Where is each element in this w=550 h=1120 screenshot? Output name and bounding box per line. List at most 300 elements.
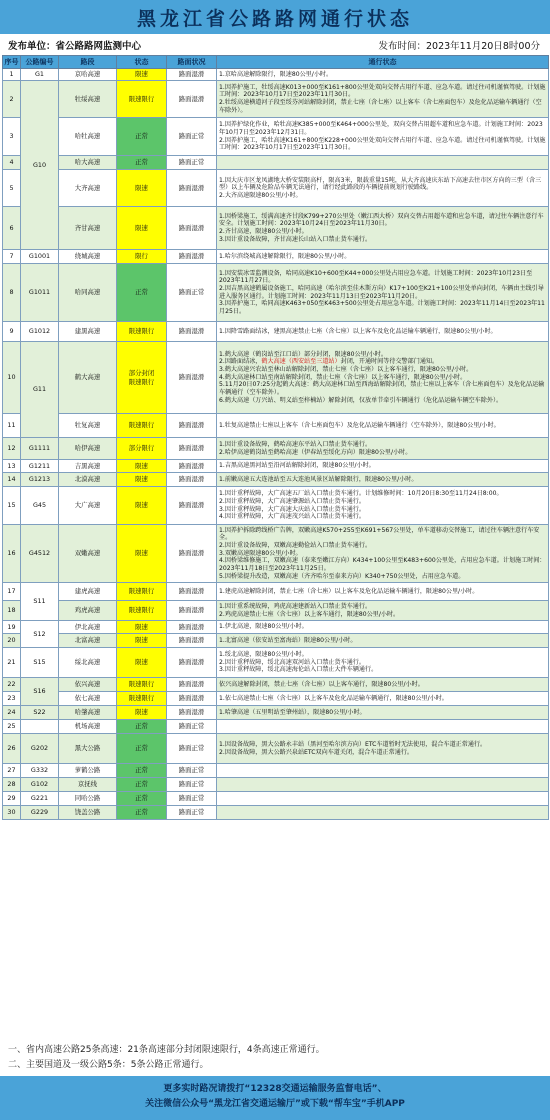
cell-code: G1213 bbox=[21, 473, 59, 487]
cell-code bbox=[21, 720, 59, 734]
info-line: 2.因养护施工，哈牡高速K161+800至K228+000公里处双向交替占用行车道、应急车道。请过往司机谨慎驾驶。计划施工时间：2023年10月17日至2023年11月30日。 bbox=[219, 136, 546, 152]
cell-surface: 路面湿滑 bbox=[167, 621, 217, 634]
header-segment: 路段 bbox=[59, 56, 117, 69]
cell-traffic-info bbox=[217, 156, 549, 170]
cell-status bbox=[117, 264, 167, 322]
cell-surface: 路面湿滑 bbox=[167, 648, 217, 678]
cell-surface: 路面湿滑 bbox=[167, 634, 217, 648]
status-line: 限速 bbox=[135, 549, 148, 558]
status-line: 限速 bbox=[135, 501, 148, 510]
status-line: 限速限行 bbox=[128, 377, 155, 386]
cell-code: S11 bbox=[21, 583, 59, 621]
table-row bbox=[3, 414, 549, 438]
cell-traffic-info bbox=[217, 720, 549, 734]
cell-surface: 路面正常 bbox=[167, 264, 217, 322]
info-line: 1.因养护绿化作业，哈牡高速K385+000至K464+000公里处，双向交替占用超车道和应急车道。计划施工时间：2023年10月7日至2023年12月31日。 bbox=[219, 121, 543, 136]
cell-code: G45 bbox=[21, 487, 59, 525]
cell-status bbox=[117, 342, 167, 414]
info-line: 1.因大庆市区龙凤湖地大桥安装限高杆，限高3米，限载重量15吨，从大齐高速庆东站下高速去往市区方向的三型（含三型）以上车辆及危险品车辆无法通行，请行经此路段的车辆提前规划行驶路线。 bbox=[219, 176, 542, 192]
cell-traffic-info bbox=[217, 81, 549, 118]
info-line: 1.哈肇高速（五里明站至肇州站），限速80公里/小时。 bbox=[219, 708, 366, 716]
cell-surface: 路面湿滑 bbox=[167, 692, 217, 706]
cell-status bbox=[117, 583, 167, 601]
cell-segment: 鹤大高速 bbox=[59, 342, 117, 414]
cell-no: 20 bbox=[3, 634, 21, 648]
cell-code: G1111 bbox=[21, 438, 59, 460]
table-row bbox=[3, 156, 549, 170]
cell-surface: 路面正常 bbox=[167, 734, 217, 764]
info-line: 1.因养护施工，牡绥高速K013+000至K161+800公里处双向交替占用行车道、应急车道。请过往司机谨慎驾驶。计划施工时间：2023年10月17日至2023年11月30日。 bbox=[219, 83, 546, 99]
cell-status bbox=[117, 170, 167, 207]
cell-segment: 京哈高速 bbox=[59, 69, 117, 81]
cell-status bbox=[117, 734, 167, 764]
cell-status bbox=[117, 414, 167, 438]
cell-segment: 依七高速 bbox=[59, 692, 117, 706]
cell-traffic-info bbox=[217, 692, 549, 706]
status-line: 限速限行 bbox=[128, 327, 155, 336]
info-line: 2.鸡虎高速禁止七座（含七座）以上客车通行，限速80公里/小时。 bbox=[219, 610, 400, 618]
cell-traffic-info bbox=[217, 414, 549, 438]
cell-segment: 绕城高速 bbox=[59, 250, 117, 264]
cell-no: 10 bbox=[3, 342, 21, 414]
cell-no: 8 bbox=[3, 264, 21, 322]
info-line: 5.11月20日07:25分起鹤大高速：鹤大高速林口站至西海站解除封闭，禁止七座以上客车（含七座面包车）及危化品运输车辆通行（空车除外）。 bbox=[219, 381, 545, 396]
cell-no: 3 bbox=[3, 118, 21, 156]
header-status: 状态 bbox=[117, 56, 167, 69]
cell-no: 23 bbox=[3, 692, 21, 706]
cell-status bbox=[117, 438, 167, 460]
publisher: 发布单位：省公路路网监测中心 bbox=[8, 41, 142, 52]
table-row bbox=[3, 764, 549, 778]
cell-traffic-info bbox=[217, 525, 549, 583]
summary-line: 二、主要国道及一级公路5条：5条公路正常通行。 bbox=[8, 1060, 209, 1070]
cell-segment: 牡绥高速 bbox=[59, 81, 117, 118]
footer-line: 关注微信公众号“黑龙江省交通运输厅”或下载“帮车宝”手机APP bbox=[145, 1099, 405, 1109]
cell-code: G10 bbox=[21, 81, 59, 250]
cell-no: 28 bbox=[3, 778, 21, 792]
status-line: 限速 bbox=[135, 708, 148, 717]
cell-traffic-info bbox=[217, 264, 549, 322]
table-row bbox=[3, 601, 549, 621]
cell-no: 22 bbox=[3, 678, 21, 692]
cell-traffic-info bbox=[217, 250, 549, 264]
status-line: 限速限行 bbox=[128, 680, 155, 689]
cell-surface: 路面湿滑 bbox=[167, 250, 217, 264]
cell-surface: 路面湿滑 bbox=[167, 170, 217, 207]
table-row bbox=[3, 322, 549, 342]
header-traffic: 通行状态 bbox=[217, 56, 549, 69]
table-row bbox=[3, 487, 549, 525]
status-line: 正常 bbox=[135, 744, 148, 753]
status-line: 限速限行 bbox=[128, 694, 155, 703]
info-line: 3.因计重设备故障，齐甘高速长山站入口禁止货车通行。 bbox=[219, 235, 372, 243]
cell-traffic-info bbox=[217, 778, 549, 792]
table-row bbox=[3, 460, 549, 473]
cell-no: 12 bbox=[3, 438, 21, 460]
table-row bbox=[3, 648, 549, 678]
cell-surface: 路面湿滑 bbox=[167, 706, 217, 720]
info-line: 2.因计重秤故障，大广高速肇源站入口禁止货车通行。 bbox=[219, 497, 365, 505]
cell-surface: 路面正常 bbox=[167, 118, 217, 156]
cell-segment: 建虎高速 bbox=[59, 583, 117, 601]
status-line: 限速 bbox=[135, 636, 148, 645]
header-code: 公路编号 bbox=[21, 56, 59, 69]
info-line: 5.因桥梁提升改造，双嫩高速（齐齐哈尔至泰来方向）K340+750公里处，占用应急车道。 bbox=[219, 572, 465, 580]
cell-traffic-info bbox=[217, 621, 549, 634]
info-line: 1.因计重秤故障，大广高速五厂站入口禁止货车通行。计划维修时间：10月20日8:30至11月24日8:00。 bbox=[219, 490, 503, 498]
info-line: 3.因计重秤故障，绥北高速海伦站入口禁止大件车辆通行。 bbox=[219, 666, 378, 674]
cell-no: 25 bbox=[3, 720, 21, 734]
info-line: 1.前嫩高速五大连池站至五大连池风景区站解除限行，限速80公里/小时。 bbox=[219, 475, 418, 483]
cell-traffic-info bbox=[217, 207, 549, 250]
cell-surface: 路面正常 bbox=[167, 764, 217, 778]
cell-surface: 路面湿滑 bbox=[167, 583, 217, 601]
cell-surface: 路面湿滑 bbox=[167, 473, 217, 487]
cell-code: G332 bbox=[21, 764, 59, 778]
cell-segment: 大广高速 bbox=[59, 487, 117, 525]
table-row bbox=[3, 250, 549, 264]
cell-no: 17 bbox=[3, 583, 21, 601]
cell-status bbox=[117, 778, 167, 792]
cell-surface: 路面湿滑 bbox=[167, 414, 217, 438]
status-line: 正常 bbox=[135, 132, 148, 141]
cell-surface: 路面正常 bbox=[167, 156, 217, 170]
cell-surface: 路面湿滑 bbox=[167, 342, 217, 414]
cell-traffic-info bbox=[217, 69, 549, 81]
info-line: 1.因养护拆除跨线桥广告牌，双嫩高速K570+255至K691+567公里处，单车道移动交替施工，请过往车辆注意行车安全。 bbox=[219, 526, 540, 542]
info-line: 1.因计重系统故障，鸡虎高速建新站入口禁止货车通行。 bbox=[219, 602, 372, 610]
cell-code: S22 bbox=[21, 706, 59, 720]
cell-status bbox=[117, 118, 167, 156]
cell-surface: 路面湿滑 bbox=[167, 678, 217, 692]
cell-segment: 依兴高速 bbox=[59, 678, 117, 692]
cell-surface: 路面正常 bbox=[167, 806, 217, 820]
publish-time: 发布时间：2023年11月20日8时00分 bbox=[378, 41, 540, 52]
info-line: 2.因设备故障，黑大公路兴泉站ETC双向车道关闭，混合车道正常通行。 bbox=[219, 748, 414, 756]
table-row bbox=[3, 170, 549, 207]
info-line: 3.双嫩高速限速80公里/小时。 bbox=[219, 549, 302, 557]
cell-code: G11 bbox=[21, 342, 59, 438]
info-line: 1.绥北高速，限速80公里/小时。 bbox=[219, 651, 308, 659]
status-line: 限速 bbox=[135, 658, 148, 667]
cell-no: 16 bbox=[3, 525, 21, 583]
cell-status bbox=[117, 69, 167, 81]
status-line: 限行 bbox=[135, 252, 148, 261]
cell-no: 1 bbox=[3, 69, 21, 81]
info-line: 4.因计重秤故障，大广高速茂兴站入口禁止货车通行。 bbox=[219, 513, 365, 521]
cell-status bbox=[117, 621, 167, 634]
highlight-text: 鹤大高速（西安站至三道站） bbox=[261, 358, 341, 366]
cell-segment: 大齐高速 bbox=[59, 170, 117, 207]
status-line: 限速 bbox=[135, 223, 148, 232]
cell-code: G1011 bbox=[21, 264, 59, 322]
cell-status bbox=[117, 792, 167, 806]
info-line: 1.因计重设备故障，鹤哈高速东平站入口禁止货车通行。 bbox=[219, 440, 372, 448]
info-line: 2.因计重秤故障，绥北高速双河站入口禁止货车通行。 bbox=[219, 658, 365, 666]
footer-banner bbox=[0, 1076, 550, 1120]
cell-no: 26 bbox=[3, 734, 21, 764]
cell-no: 15 bbox=[3, 487, 21, 525]
cell-traffic-info bbox=[217, 806, 549, 820]
info-line: 1.依七高速禁止七座（含七座）以上客车及危化品运输车辆通行，限速80公里/小时。 bbox=[219, 694, 448, 702]
cell-status bbox=[117, 525, 167, 583]
cell-segment: 哈大高速 bbox=[59, 156, 117, 170]
info-line: 6.鹤大高速（万兴站、明义站至梓楠站）解除封闭，仅放单节牵引车辆通行（危化品运输车辆空车除外）。 bbox=[219, 396, 503, 404]
cell-status bbox=[117, 250, 167, 264]
cell-no: 2 bbox=[3, 81, 21, 118]
status-line: 限速限行 bbox=[128, 94, 155, 103]
table-row bbox=[3, 634, 549, 648]
cell-status bbox=[117, 460, 167, 473]
status-line: 部分封闭 bbox=[128, 369, 155, 378]
cell-status bbox=[117, 692, 167, 706]
info-line: 1.伊北高速，限速80公里/小时。 bbox=[219, 623, 308, 631]
status-line: 限速 bbox=[135, 183, 148, 192]
info-line: 依兴高速解除封闭，禁止七座（含七座）以上客车通行，限速80公里/小时。 bbox=[219, 680, 424, 688]
cell-code: G229 bbox=[21, 806, 59, 820]
cell-no: 6 bbox=[3, 207, 21, 250]
cell-no: 5 bbox=[3, 170, 21, 207]
cell-surface: 路面正常 bbox=[167, 792, 217, 806]
cell-traffic-info bbox=[217, 648, 549, 678]
cell-code: G202 bbox=[21, 734, 59, 764]
cell-no: 29 bbox=[3, 792, 21, 806]
cell-status bbox=[117, 487, 167, 525]
status-line: 正常 bbox=[135, 288, 148, 297]
title-bar bbox=[0, 0, 550, 34]
cell-segment: 萝鹤公路 bbox=[59, 764, 117, 778]
cell-no: 24 bbox=[3, 706, 21, 720]
info-line: 1.建虎高速解除封闭，禁止七座（含七座）以上客车及危化品运输车辆通行，限速80公里/小时。 bbox=[219, 587, 479, 595]
cell-traffic-info bbox=[217, 601, 549, 621]
cell-segment: 伊北高速 bbox=[59, 621, 117, 634]
cell-status bbox=[117, 706, 167, 720]
info-line: 3.因计重秤故障，大广高速大庆站入口禁止货车通行。 bbox=[219, 505, 365, 513]
table-header-row bbox=[3, 56, 549, 69]
info-line: 2.牡绥高速横道河子段至绥芬河站解除封闭，禁止七座（含七座）以上客车（含七座面包车）及危化品运输车辆通行（空车除外）。 bbox=[219, 99, 542, 114]
table-row bbox=[3, 81, 549, 118]
status-line: 正常 bbox=[135, 766, 148, 775]
cell-status bbox=[117, 207, 167, 250]
info-line: 4.鹤大高速林口站至南站解除封闭，禁止七座（含七座）以上客车通行，限速80公里/小时。 bbox=[219, 373, 467, 381]
cell-surface: 路面湿滑 bbox=[167, 69, 217, 81]
cell-traffic-info bbox=[217, 322, 549, 342]
info-line: 3.鹤大高速兴农站至林山站解除封闭，禁止七座（含七座）以上客车通行，限速80公里/小时。 bbox=[219, 366, 473, 374]
cell-segment: 哈肇高速 bbox=[59, 706, 117, 720]
cell-traffic-info bbox=[217, 460, 549, 473]
table-row bbox=[3, 69, 549, 81]
info-line: 2.因计重设备故障，双嫩高速勤俭站入口禁止货车通行。 bbox=[219, 542, 372, 550]
status-line: 限速限行 bbox=[128, 606, 155, 615]
cell-no: 18 bbox=[3, 601, 21, 621]
cell-surface: 路面湿滑 bbox=[167, 601, 217, 621]
cell-segment: 哈同高速 bbox=[59, 264, 117, 322]
cell-surface: 路面湿滑 bbox=[167, 322, 217, 342]
cell-traffic-info bbox=[217, 706, 549, 720]
info-line: 2.因吉黑高速鹤属设备施工，哈同高速（哈尔滨至佳木斯方向）K17+100至K21+100公里处单向封闭，车辆由主线引导进入服务区通行。计划施工时间：2023年11月13日至2023年11月20日。 bbox=[219, 284, 544, 300]
cell-segment: 吉黑高速 bbox=[59, 460, 117, 473]
info-line: 3.因养护施工，哈同高速K463+050至K463+500公里处占用应急车道。计划施工时间：2023年11月14日至2023年11月25日。 bbox=[219, 300, 545, 315]
cell-status bbox=[117, 648, 167, 678]
cell-segment: 北漠高速 bbox=[59, 473, 117, 487]
table-row bbox=[3, 525, 549, 583]
cell-surface: 路面正常 bbox=[167, 778, 217, 792]
info-line: 1.因设备故障，黑大公路永丰站（黑河至哈尔滨方向）ETC车道暂时无法使用，混合车道正常通行。 bbox=[219, 740, 487, 748]
cell-code: G1012 bbox=[21, 322, 59, 342]
info-line: 2.因路面结冰，鹤大高速（西安站至三道站）封闭，开通时间等待交警部门通知。 bbox=[219, 358, 439, 366]
cell-no: 13 bbox=[3, 460, 21, 473]
cell-no: 4 bbox=[3, 156, 21, 170]
cell-status bbox=[117, 634, 167, 648]
cell-traffic-info bbox=[217, 473, 549, 487]
cell-traffic-info bbox=[217, 170, 549, 207]
cell-surface: 路面湿滑 bbox=[167, 525, 217, 583]
cell-code: G221 bbox=[21, 792, 59, 806]
cell-segment: 哈伊高速 bbox=[59, 438, 117, 460]
table-row bbox=[3, 583, 549, 601]
info-line: 2.齐甘高速，限速80公里/小时。 bbox=[219, 228, 308, 235]
cell-status bbox=[117, 601, 167, 621]
info-line: 1.北富高速（依安站至富海站）限速80公里/小时。 bbox=[219, 636, 357, 644]
cell-status bbox=[117, 764, 167, 778]
cell-segment: 双嫩高速 bbox=[59, 525, 117, 583]
cell-segment: 机场高速 bbox=[59, 720, 117, 734]
table-row bbox=[3, 342, 549, 414]
status-line: 部分限行 bbox=[128, 444, 155, 453]
table-row bbox=[3, 778, 549, 792]
cell-status bbox=[117, 720, 167, 734]
cell-traffic-info bbox=[217, 634, 549, 648]
status-line: 正常 bbox=[135, 808, 148, 817]
header-surface: 路面状况 bbox=[167, 56, 217, 69]
cell-code: S15 bbox=[21, 648, 59, 678]
cell-traffic-info bbox=[217, 764, 549, 778]
status-line: 限速 bbox=[135, 622, 148, 631]
cell-traffic-info bbox=[217, 583, 549, 601]
cell-surface: 路面湿滑 bbox=[167, 487, 217, 525]
status-line: 限速 bbox=[135, 70, 148, 79]
table-body bbox=[3, 69, 549, 820]
info-line: 1.鹤大高速（鹤岗站至江口站）部分封闭，限速80公里/小时。 bbox=[219, 350, 387, 358]
table-row bbox=[3, 806, 549, 820]
cell-segment: 绥北高速 bbox=[59, 648, 117, 678]
cell-status bbox=[117, 678, 167, 692]
page-title: 黑龙江省公路路网通行状态 bbox=[136, 7, 413, 30]
status-line: 正常 bbox=[135, 780, 148, 789]
cell-code: G1211 bbox=[21, 460, 59, 473]
table-row bbox=[3, 438, 549, 460]
status-line: 正常 bbox=[135, 722, 148, 731]
cell-surface: 路面正常 bbox=[167, 720, 217, 734]
table-row bbox=[3, 792, 549, 806]
cell-no: 27 bbox=[3, 764, 21, 778]
cell-segment: 牡复高速 bbox=[59, 414, 117, 438]
cell-no: 14 bbox=[3, 473, 21, 487]
cell-code: G1 bbox=[21, 69, 59, 81]
cell-traffic-info bbox=[217, 487, 549, 525]
cell-code: S16 bbox=[21, 678, 59, 706]
cell-segment: 京抚线 bbox=[59, 778, 117, 792]
info-line: 1.牡复高速禁止七座以上客车（含七座面包车）及危化品运输车辆通行（空车除外），限速80公里/小时。 bbox=[219, 421, 500, 429]
cell-surface: 路面湿滑 bbox=[167, 438, 217, 460]
cell-segment: 哈牡高速 bbox=[59, 118, 117, 156]
cell-code: S12 bbox=[21, 621, 59, 648]
status-line: 限速限行 bbox=[128, 421, 155, 430]
table-row bbox=[3, 706, 549, 720]
status-line: 限速限行 bbox=[128, 587, 155, 596]
table-row bbox=[3, 678, 549, 692]
summary-line: 一、省内高速公路25条高速：21条高速部分封闭限速限行，4条高速正常通行。 bbox=[8, 1045, 325, 1055]
info-line: 1.哈尔滨绕城高速解除限行，限速80公里/小时。 bbox=[219, 252, 351, 260]
cell-no: 7 bbox=[3, 250, 21, 264]
cell-surface: 路面湿滑 bbox=[167, 460, 217, 473]
cell-segment: 饶盖公路 bbox=[59, 806, 117, 820]
cell-no: 11 bbox=[3, 414, 21, 438]
cell-no: 21 bbox=[3, 648, 21, 678]
info-line: 1.因桥梁施工，绥满高速齐甘段K799+270公里处（嫩江西大桥）双向交替占用超车道和应急车道，请过往车辆注意行车安全。计划施工时间：2023年10月24日至2023年11月30日。 bbox=[219, 212, 544, 228]
info-line: 1.京哈高速解除限行，限速80公里/小时。 bbox=[219, 70, 333, 78]
cell-code: G4512 bbox=[21, 525, 59, 583]
cell-no: 19 bbox=[3, 621, 21, 634]
table-row bbox=[3, 734, 549, 764]
cell-traffic-info bbox=[217, 734, 549, 764]
info-line: 4.因桥梁维修施工，双嫩高速（泰来至嫩江方向）K434+100公里至K483+600公里处，占用应急车道。计划施工时间：2023年11月18日至2023年11月25日。 bbox=[219, 557, 546, 572]
cell-status bbox=[117, 806, 167, 820]
table-row bbox=[3, 621, 549, 634]
publish-info-row bbox=[0, 34, 550, 54]
cell-status bbox=[117, 322, 167, 342]
cell-segment: 北富高速 bbox=[59, 634, 117, 648]
table-row bbox=[3, 473, 549, 487]
cell-code: G1001 bbox=[21, 250, 59, 264]
cell-segment: 齐甘高速 bbox=[59, 207, 117, 250]
cell-segment: 鸡虎高速 bbox=[59, 601, 117, 621]
road-status-table bbox=[2, 55, 549, 820]
info-line: 1.吉黑高速黑河站至沿河站解除封闭，限速80公里/小时。 bbox=[219, 462, 375, 470]
info-line: 2.哈伊高速鹤岗站至鹤哈高速（伊春站至绥化方向）限速80公里/小时。 bbox=[219, 448, 412, 456]
status-line: 限速 bbox=[135, 475, 148, 484]
table-row bbox=[3, 118, 549, 156]
table-row bbox=[3, 264, 549, 322]
cell-surface: 路面湿滑 bbox=[167, 207, 217, 250]
header-no: 序号 bbox=[3, 56, 21, 69]
table-row bbox=[3, 207, 549, 250]
cell-segment: 同哈公路 bbox=[59, 792, 117, 806]
info-line: 2.大齐高速限速80公里/小时。 bbox=[219, 191, 302, 199]
cell-traffic-info bbox=[217, 438, 549, 460]
cell-traffic-info bbox=[217, 118, 549, 156]
info-line: 1.因降雪路面结冰，建黑高速禁止七座（含七座）以上客车及危化品运输车辆通行，限速80公里/小时。 bbox=[219, 327, 497, 335]
info-line: 1.因安装冰雪监测设备，哈同高速K10+600至K44+000公里处占用应急车道。计划施工时间：2023年10月23日至2023年11月27日。 bbox=[219, 269, 533, 285]
table-row bbox=[3, 692, 549, 706]
cell-traffic-info bbox=[217, 678, 549, 692]
cell-segment: 建黑高速 bbox=[59, 322, 117, 342]
status-line: 限速 bbox=[135, 461, 148, 470]
cell-traffic-info bbox=[217, 792, 549, 806]
table-row bbox=[3, 720, 549, 734]
cell-no: 30 bbox=[3, 806, 21, 820]
cell-segment: 黑大公路 bbox=[59, 734, 117, 764]
footer-line: 更多实时路况请拨打“12328交通运输服务监督电话”、 bbox=[163, 1084, 387, 1094]
cell-traffic-info bbox=[217, 342, 549, 414]
cell-no: 9 bbox=[3, 322, 21, 342]
status-line: 正常 bbox=[135, 794, 148, 803]
cell-surface: 路面湿滑 bbox=[167, 81, 217, 118]
cell-status bbox=[117, 473, 167, 487]
summary bbox=[0, 1043, 550, 1075]
status-line: 正常 bbox=[135, 158, 148, 167]
cell-status bbox=[117, 81, 167, 118]
